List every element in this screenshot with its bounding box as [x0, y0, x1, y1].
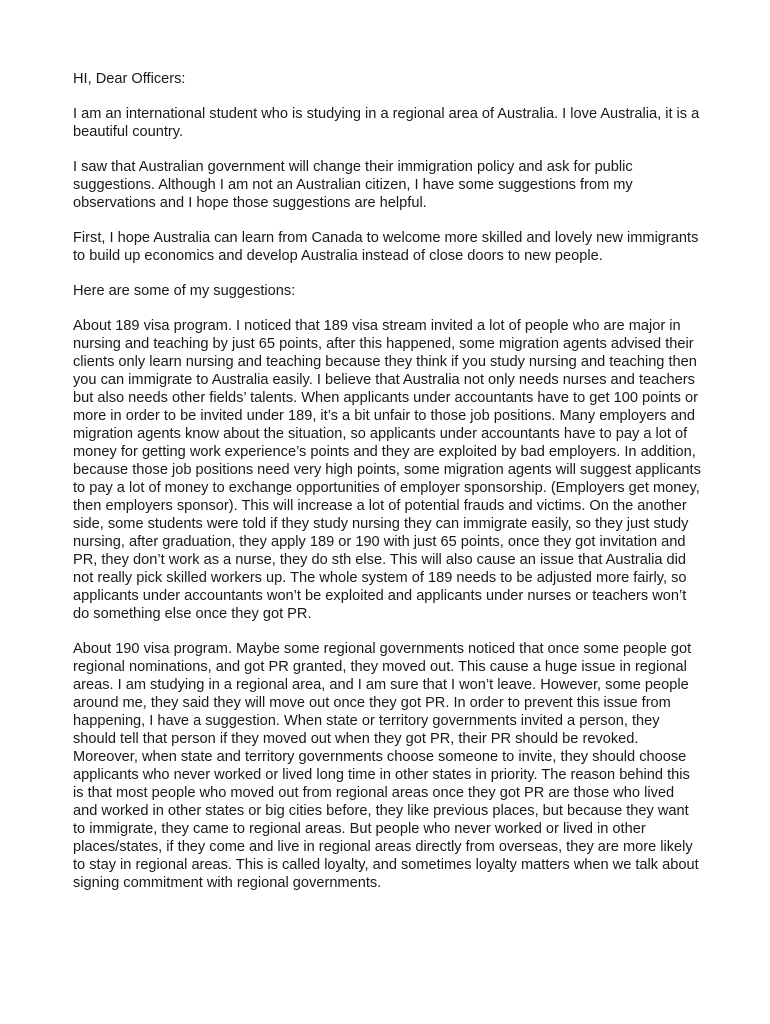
paragraph-189-visa: About 189 visa program. I noticed that 189 visa stream invited a lot of people who are major in nursing and teaching by just 65 points, after this happened, some migration agents advised their clients only learn nursing and teaching because they think if you study nursing and teaching then you can immigrate to Australia easily. I believe that Australia not only needs nurses and teachers but also needs other fields’ talents. When applicants under accountants have to get 100 points or more in order to be invited under 189, it’s a bit unfair to those job positions. Many employers and migration agents know about the situation, so applicants under accountants have to pay a lot of money for getting work experience’s points and they are exploited by bad employers. In addition, because those job positions need very high points, some migration agents will suggest applicants to pay a lot of money to exchange opportunities of employer sponsorship. (Employers get money, then employers sponsor). This will increase a lot of potential frauds and victims. On the another side, some students were told if they study nursing they can immigrate easily, so they just study nursing, after graduation, they apply 189 or 190 with just 65 points, once they got invitation and PR, they don’t work as a nurse, they do sth else. This will also cause an issue that Australia did not really pick skilled workers up. The whole system of 189 needs to be adjusted more fairly, so applicants under accountants won’t be exploited and applicants under nurses or teachers won’t do something else once they got PR. [73, 318, 701, 622]
paragraph-190-visa: About 190 visa program. Maybe some regional governments noticed that once some people got regional nominations, and got PR granted, they moved out. This cause a huge issue in regional areas. I am studying in a regional area, and I am sure that I won’t leave. However, some people around me, they said they will move out once they got PR. In order to prevent this issue from happening, I have a suggestion. When state or territory governments invited a person, they should tell that person if they moved out when they got PR, their PR should be revoked. Moreover, when state and territory governments choose someone to invite, they should choose applicants who never worked or lived long time in other states in priority. The reason behind this is that most people who moved out from regional areas once they got PR are those who lived and worked in other states or big cities before, they like previous places, but because they want to immigrate, they came to regional areas. But people who never worked or lived in other places/states, if they come and live in regional areas directly from overseas, they are more likely to stay in regional areas. This is called loyalty, and sometimes loyalty matters when we talk about signing commitment with regional governments. [73, 641, 699, 891]
paragraph-suggestions-heading: Here are some of my suggestions: [73, 283, 296, 299]
paragraph-first-point: First, I hope Australia can learn from Canada to welcome more skilled and lovely new immigrants to build up economics and develop Australia instead of close doors to new people. [73, 230, 699, 264]
letter-body [73, 70, 701, 909]
letter-greeting: HI, Dear Officers: [73, 71, 186, 87]
paragraph-introduction: I am an international student who is studying in a regional area of Australia. I love Australia, it is a beautiful country. [73, 106, 700, 140]
paragraph-purpose: I saw that Australian government will change their immigration policy and ask for public suggestions. Although I am not an Australian citizen, I have some suggestions from my observations and I hope those suggestions are helpful. [73, 159, 633, 211]
